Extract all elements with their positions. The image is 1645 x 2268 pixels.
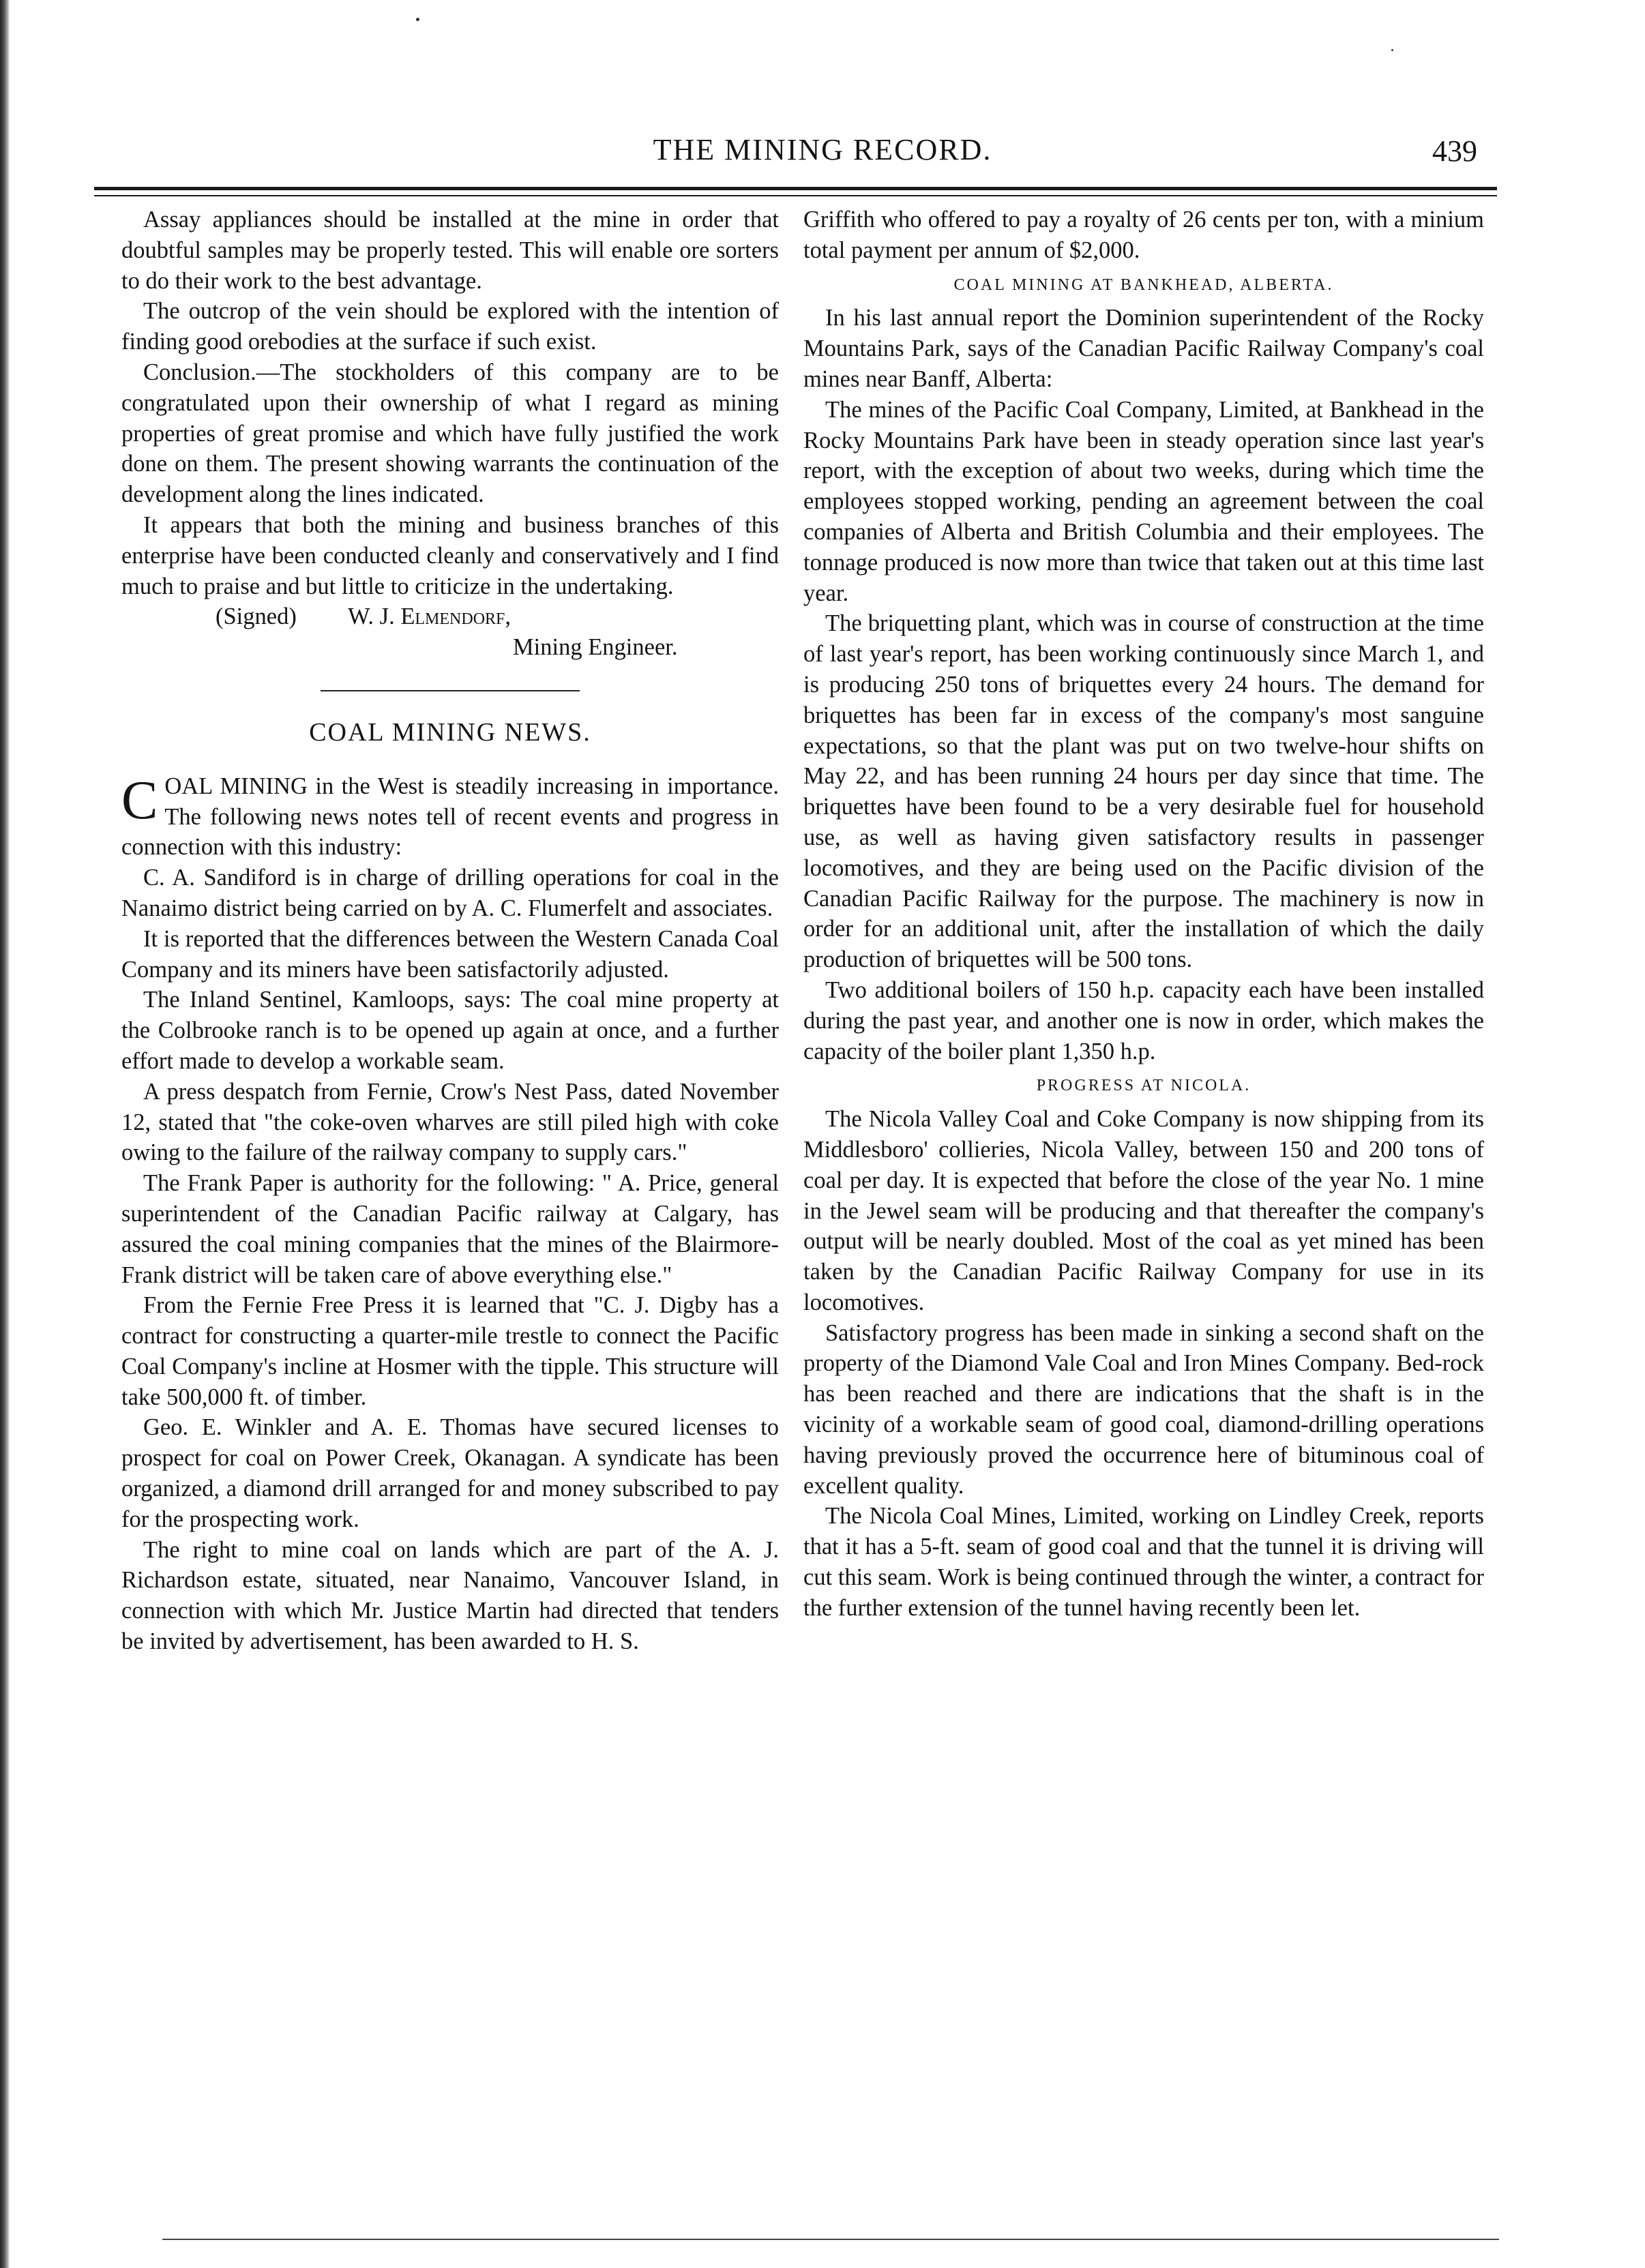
print-speck xyxy=(1391,49,1393,51)
paragraph: The right to mine coal on lands which are part of the A. J. Richardson estate, situated, near Nanaimo, Vancouver Island, in connection with which Mr. Justice Martin had directed that tenders be invited by advertisement, has been awarded to H. S. xyxy=(121,1536,779,1655)
paragraph: The Frank Paper is authority for the following: " A. Price, general superintendent of the Canadian Pacific railway at Calgary, has assured the coal mining companies that the mines of the Blairmore-Frank district will be taken care of above everything else." xyxy=(121,1170,779,1288)
intro-paragraph xyxy=(121,771,779,863)
paragraph: In his last annual report the Dominion superintendent of the Rocky Mountains Park, says of the Canadian Pacific Railway Company's coal mines near Banff, Alberta: xyxy=(803,305,1484,392)
intro-text: OAL MINING in the West is steadily increasing in importance. The following news notes tell of recent events and progress in connection with this industry: xyxy=(121,773,779,861)
page-number: 439 xyxy=(1432,134,1477,168)
paragraph: Two additional boilers of 150 h.p. capacity each have been installed during the past year, and another one is now in order, which makes the capacity of the boiler plant 1,350 h.p. xyxy=(803,976,1484,1064)
paragraph: The briquetting plant, which was in course of construction at the time of last year's report, has been working continuously since March 1, and is producing 250 tons of briquettes every 24 hours. The demand for briquettes has been far in excess of the company's most sanguine expectations, so that the plant was put on two twelve-hour shifts on May 22, and has been running 24 hours per day since that time. The briquettes have been found to be a very desirable fuel for household use, as well as having given satisfactory results in passenger locomotives, and they are being used on the Pacific division of the Canadian Pacific Railway for the purpose. The machinery is now in order for an additional unit, after the installation of which the daily production of briquettes will be 500 tons. xyxy=(803,610,1484,973)
paragraph: The Inland Sentinel, Kamloops, says: The coal mine property at the Colbrooke ranch is to be opened up again at once, and a further effort made to develop a workable seam. xyxy=(121,987,779,1074)
paragraph: Geo. E. Winkler and A. E. Thomas have secured licenses to prospect for coal on Power Creek, Okanagan. A syndicate has been organized, a diamond drill arranged for and money subscribed to pay for the prospecting work. xyxy=(121,1414,779,1532)
paragraph: The outcrop of the vein should be explored with the intention of finding good orebodies at the surface if such exist. xyxy=(121,298,779,355)
page-binding-edge xyxy=(0,0,10,2268)
signed-label: (Signed) xyxy=(216,603,297,630)
paragraph: A press despatch from Fernie, Crow's Nest Pass, dated November 12, stated that "the coke-oven wharves are still piled high with coke owing to the failure of the railway company to supply cars." xyxy=(121,1078,779,1166)
header-rule xyxy=(94,187,1497,190)
drop-cap: C xyxy=(121,770,158,831)
paragraph: Griffith who offered to pay a royalty of 26 cents per ton, with a minium total payment per annum of $2,000. xyxy=(803,207,1484,263)
paragraph: It appears that both the mining and business branches of this enterprise have been conducted cleanly and conservatively and I find much to praise and but little to criticize in the undertaking. xyxy=(121,511,779,599)
paragraph: C. A. Sandiford is in charge of drilling operations for coal in the Nanaimo district being carried on by A. C. Flumerfelt and associates. xyxy=(121,865,779,921)
section-divider xyxy=(321,690,580,691)
paragraph: Satisfactory progress has been made in sinking a second shaft on the property of the Diamond Vale Coal and Iron Mines Company. Bed-rock has been reached and there are indications that the shaft is in the vicinity of a workable seam of good coal, diamond-drilling operations having previously proved the occurrence here of bituminous coal of excellent quality. xyxy=(803,1319,1484,1499)
header-rule-thin xyxy=(94,195,1497,196)
paragraph: The Nicola Coal Mines, Limited, working on Lindley Creek, reports that it has a 5-ft. seam of good coal and that the tunnel it is driving will cut this seam. Work is being continued through the winter, a contract for the further extension of the tunnel having recently been let. xyxy=(803,1503,1484,1621)
left-column xyxy=(121,205,779,1657)
paragraph: Conclusion.—The stockholders of this company are to be congratulated upon their ownership of what I regard as mining properties of great promise and which have fully justified the work done on them. The present showing warrants the continuation of the development along the lines indicated. xyxy=(121,359,779,508)
subheading: COAL MINING AT BANKHEAD, ALBERTA. xyxy=(953,275,1334,294)
paragraph: Assay appliances should be installed at the mine in order that doubtful samples may be properly tested. This will enable ore sorters to do their work to the best advantage. xyxy=(121,207,779,294)
paragraph: From the Fernie Free Press it is learned that "C. J. Digby has a contract for constructing a quarter-mile trestle to connect the Pacific Coal Company's incline at Hosmer with the tipple. This structure will take 500,000 ft. of timber. xyxy=(121,1292,779,1410)
right-column xyxy=(803,205,1484,1624)
running-title: THE MINING RECORD. xyxy=(653,133,992,166)
signature-line xyxy=(121,601,779,632)
paragraph: It is reported that the differences between the Western Canada Coal Company and its miners have been satisfactorily adjusted. xyxy=(121,925,779,983)
print-speck xyxy=(416,18,419,21)
paragraph: The mines of the Pacific Coal Company, Limited, at Bankhead in the Rocky Mountains Park have been in steady operation since last year's report, with the exception of about two weeks, during which time the employees stopped working, pending an agreement between the coal companies of Alberta and British Columbia and their employees. The tonnage produced is now more than twice that taken out at this time last year. xyxy=(803,396,1484,606)
section-title: COAL MINING NEWS. xyxy=(309,717,591,747)
subheading: PROGRESS AT NICOLA. xyxy=(1036,1077,1251,1095)
paragraph: The Nicola Valley Coal and Coke Company is now shipping from its Middlesboro' collieries, Nicola Valley, between 150 and 200 tons of coal per day. It is expected that before the close of the year No. 1 mine in the Jewel seam will be producing and that thereafter the company's output will be nearly doubled. Most of the coal as yet mined has been taken by the Canadian Pacific Railway Company for use in its locomotives. xyxy=(803,1106,1484,1315)
signer-name: W. J. Elmendorf, xyxy=(348,603,512,630)
signer-title: Mining Engineer. xyxy=(513,634,678,661)
footer-rule xyxy=(162,2239,1499,2240)
